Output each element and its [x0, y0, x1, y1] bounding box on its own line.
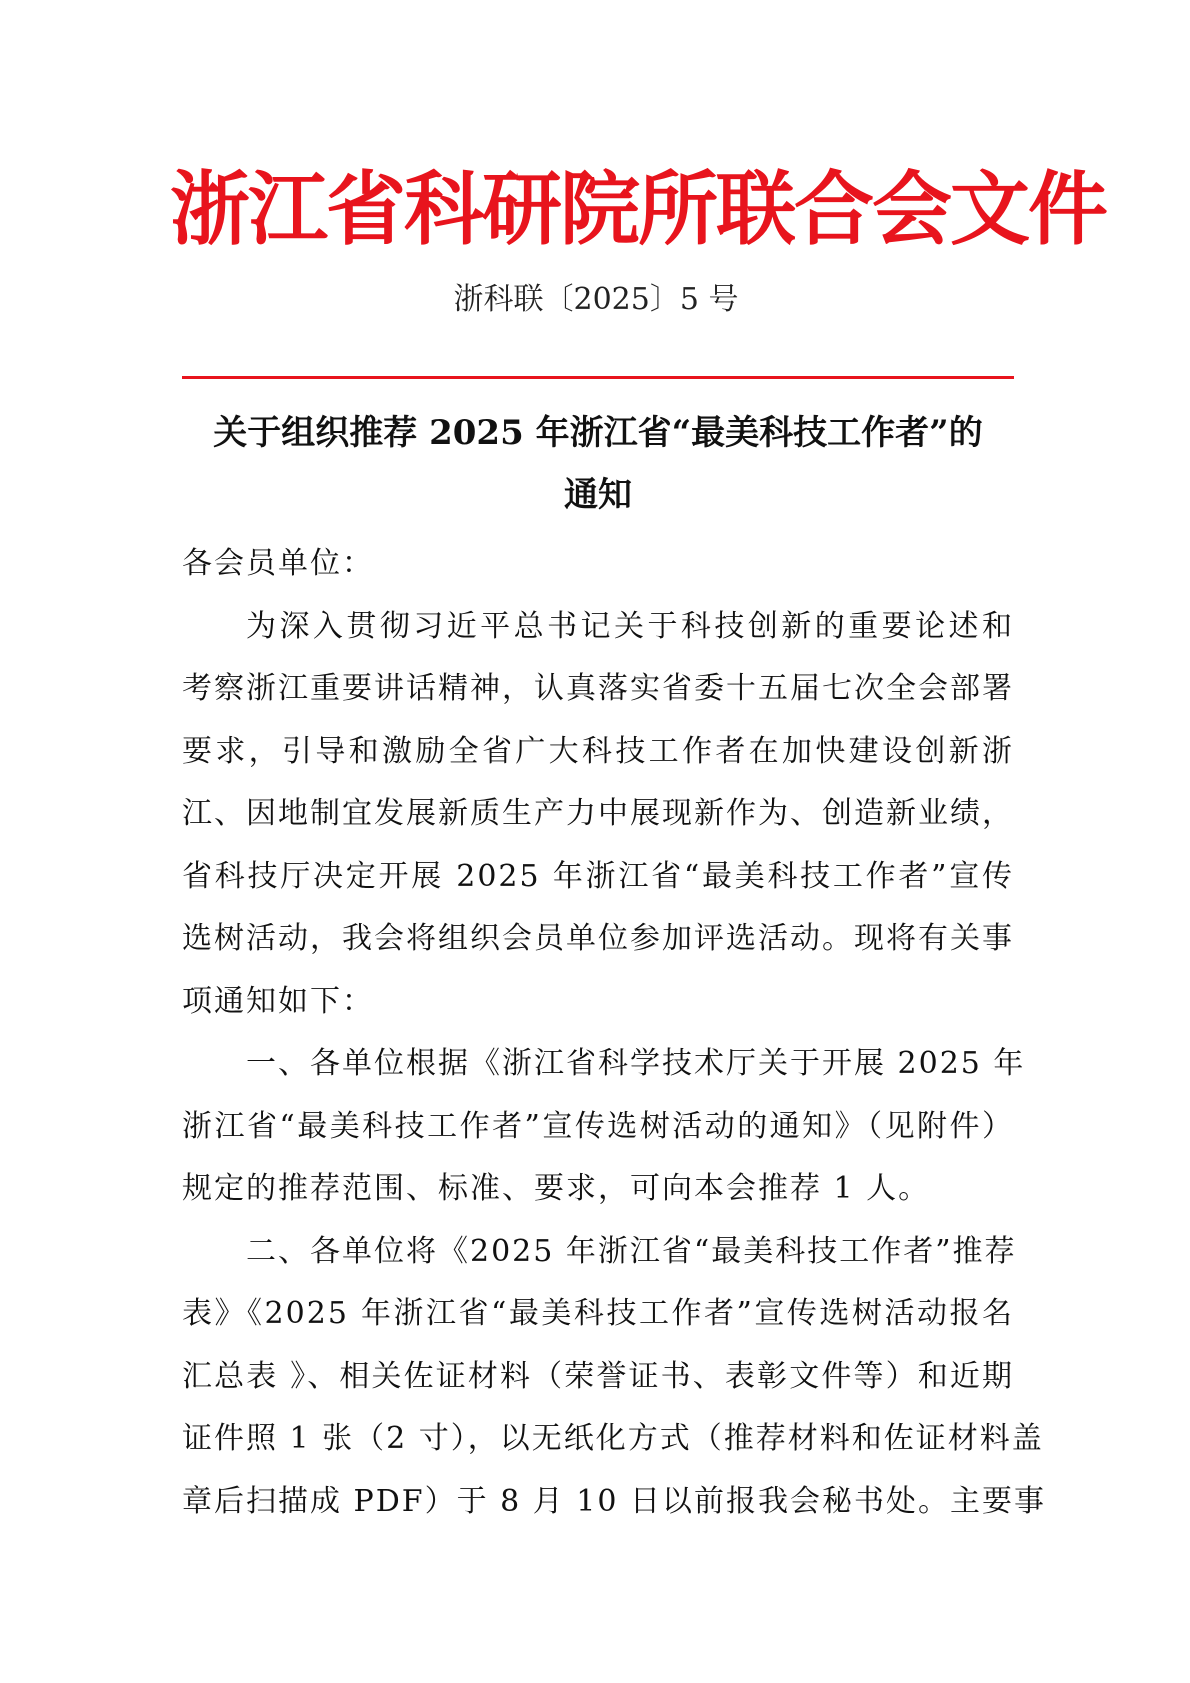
body-line: 要求，引导和激励全省广大科技工作者在加快建设创新浙 [182, 733, 1014, 769]
body-line: 为深入贯彻习近平总书记关于科技创新的重要论述和 [246, 608, 1014, 644]
body-line: 二、各单位将《2025 年浙江省“最美科技工作者”推荐 [246, 1233, 1017, 1269]
notice-body [182, 533, 1046, 1533]
body-line: 选树活动，我会将组织会员单位参加评选活动。现将有关事 [182, 921, 1014, 956]
body-line: 规定的推荐范围、标准、要求，可向本会推荐 1 人。 [182, 1171, 931, 1206]
body-line: 一、各单位根据《浙江省科学技术厅关于开展 2025 年 [246, 1046, 1026, 1081]
body-line: 江、因地制宜发展新质生产力中展现新作为、创造新业绩， [182, 796, 1014, 831]
body-line: 浙江省“最美科技工作者”宣传选树活动的通知》（见附件） [182, 1108, 1014, 1144]
header-divider [182, 376, 1014, 379]
notice-title [182, 402, 1014, 526]
salutation: 各会员单位： [182, 546, 374, 581]
document-number: 浙科联〔2025〕5 号 [453, 282, 739, 317]
notice-title-line-1: 关于组织推荐 2025 年浙江省“最美科技工作者”的 [213, 413, 983, 453]
notice-title-line-2: 通知 [564, 475, 632, 515]
body-line: 表》《2025 年浙江省“最美科技工作者”宣传选树活动报名 [182, 1296, 1014, 1331]
body-line: 项通知如下： [182, 983, 374, 1019]
body-line: 章后扫描成 PDF）于 8 月 10 日以前报我会秘书处。主要事 [182, 1483, 1046, 1519]
body-line: 汇总表 》、相关佐证材料（荣誉证书、表彰文件等）和近期 [182, 1358, 1014, 1394]
body-line: 证件照 1 张（2 寸），以无纸化方式（推荐材料和佐证材料盖 [182, 1421, 1044, 1456]
org-header-title: 浙江省科研院所联合会文件 [170, 163, 1106, 256]
body-line: 省科技厅决定开展 2025 年浙江省“最美科技工作者”宣传 [182, 858, 1014, 894]
body-line: 考察浙江重要讲话精神，认真落实省委十五届七次全会部署 [182, 671, 1014, 706]
